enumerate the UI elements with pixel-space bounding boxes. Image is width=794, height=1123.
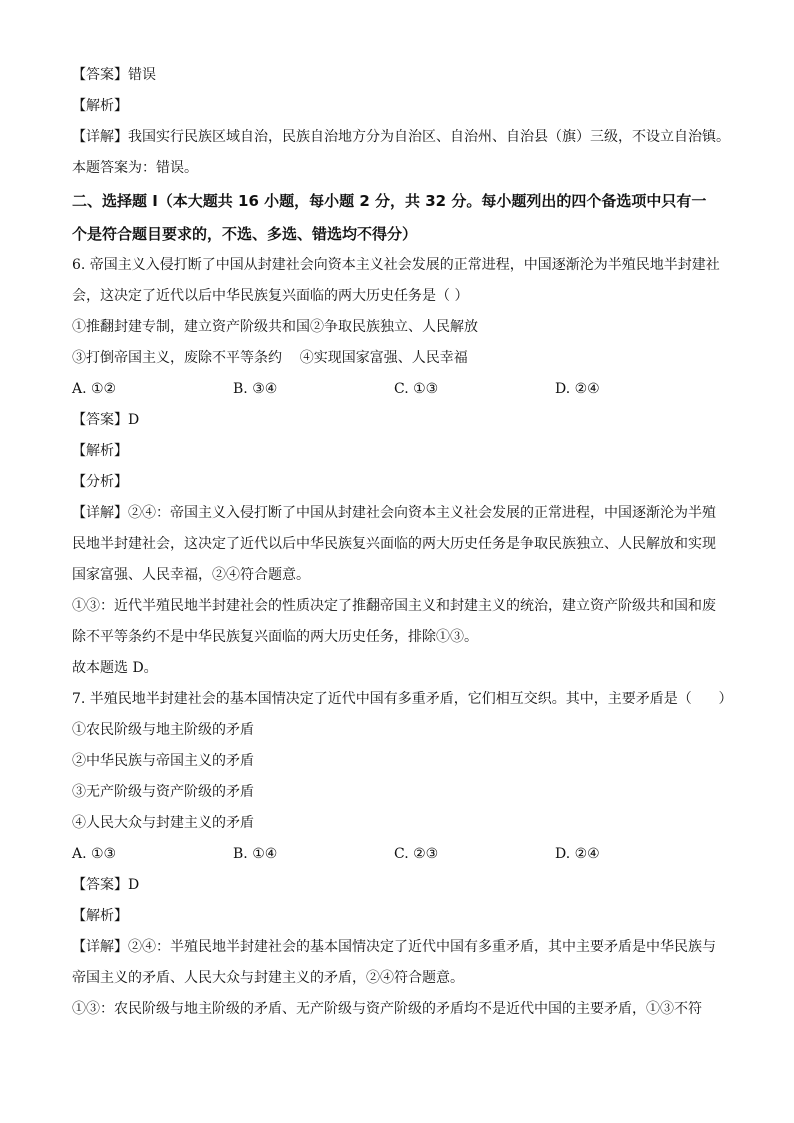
q6-detail-line-4: ①③：近代半殖民地半封建社会的性质决定了推翻帝国主义和封建主义的统治，建立资产阶级共和国和废 — [72, 598, 716, 614]
answer-statement: 本题答案为：错误。 — [72, 160, 198, 176]
answer-line: 【答案】错误 — [72, 67, 156, 83]
q6-stem-line-1: 6. 帝国主义入侵打断了中国从封建社会向资本主义社会发展的正常进程，中国逐渐沦为半殖民地半封建社 — [72, 257, 720, 273]
q7-detail-line-3: ①③：农民阶级与地主阶级的矛盾、无产阶级与资产阶级的矛盾均不是近代中国的主要矛盾，①③不符 — [72, 1001, 702, 1017]
q7-item-2: ②中华民族与帝国主义的矛盾 — [72, 753, 254, 769]
q7-item-1: ①农民阶级与地主阶级的矛盾 — [72, 722, 254, 738]
q6-item-line-1: ①推翻封建专制，建立资产阶级共和国②争取民族独立、人民解放 — [72, 319, 478, 335]
q6-conclusion: 故本题选 D。 — [72, 660, 158, 676]
section-heading-line-2: 个是符合题目要求的，不选、多选、错选均不得分） — [72, 225, 418, 243]
q7-options — [72, 839, 734, 870]
q6-detail-line-5: 除不平等条约不是中华民族复兴面临的两大历史任务，排除①③。 — [72, 629, 478, 645]
section-heading-line-1: 二、选择题 I（本大题共 16 小题，每小题 2 分，共 32 分。每小题列出的四个备选项中只有一 — [72, 192, 707, 210]
q7-item-4: ④人民大众与封建主义的矛盾 — [72, 815, 254, 831]
q7-item-3: ③无产阶级与资产阶级的矛盾 — [72, 784, 254, 800]
q6-item-line-2: ③打倒帝国主义，废除不平等条约 ④实现国家富强、人民幸福 — [72, 350, 468, 366]
q7-option-d: D. ②④ — [555, 846, 600, 862]
q7-detail-line-1: 【详解】②④：半殖民地半封建社会的基本国情决定了近代中国有多重矛盾，其中主要矛盾是中华民族与 — [72, 939, 716, 955]
q6-options — [72, 374, 734, 405]
q6-analysis-label: 【解析】 — [72, 443, 128, 459]
q6-detail-line-2: 民地半封建社会，这决定了近代以后中华民族复兴面临的两大历史任务是争取民族独立、人民解放和实现 — [72, 536, 716, 552]
q6-detail-line-1: 【详解】②④：帝国主义入侵打断了中国从封建社会向资本主义社会发展的正常进程，中国逐渐沦为半殖 — [72, 505, 716, 521]
q7-answer: 【答案】D — [72, 877, 140, 893]
q7-option-b: B. ①④ — [233, 846, 278, 862]
q6-option-b: B. ③④ — [233, 381, 278, 397]
q7-detail-line-2: 帝国主义的矛盾、人民大众与封建主义的矛盾，②④符合题意。 — [72, 970, 464, 986]
q6-fenxi-label: 【分析】 — [72, 474, 128, 490]
q7-option-a: A. ①③ — [72, 846, 117, 862]
q6-answer: 【答案】D — [72, 412, 140, 428]
analysis-label: 【解析】 — [72, 98, 128, 114]
q6-option-d: D. ②④ — [555, 381, 600, 397]
q6-stem-line-2: 会，这决定了近代以后中华民族复兴面临的两大历史任务是（ ） — [72, 288, 469, 304]
q7-analysis-label: 【解析】 — [72, 908, 128, 924]
q6-option-c: C. ①③ — [394, 381, 439, 397]
q6-detail-line-3: 国家富强、人民幸福，②④符合题意。 — [72, 567, 310, 583]
q7-option-c: C. ②③ — [394, 846, 439, 862]
q6-option-a: A. ①② — [72, 381, 117, 397]
detail-line: 【详解】我国实行民族区域自治，民族自治地方分为自治区、自治州、自治县（旗）三级，不设立自治镇。 — [72, 129, 730, 145]
q7-stem: 7. 半殖民地半封建社会的基本国情决定了近代中国有多重矛盾，它们相互交织。其中，主要矛盾是（ ） — [72, 691, 733, 707]
